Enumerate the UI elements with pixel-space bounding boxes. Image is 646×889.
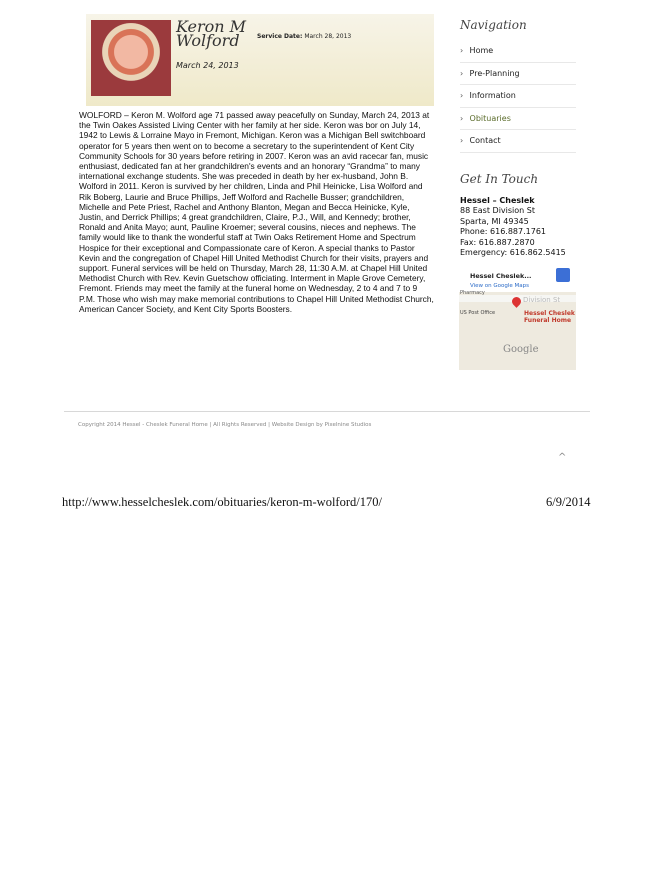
obituary-date: March 24, 2013 [176,61,239,70]
print-url: http://www.hesselcheslek.com/obituaries/keron-m-wolford/170/ [62,495,382,509]
portrait-photo [91,20,171,96]
google-map[interactable] [459,264,576,370]
footer-copyright: Copyright 2014 Hessel - Cheslek Funeral Home | All Rights Reserved | Website Design by Pixelnine Studios [78,422,372,428]
google-logo: Google [503,344,539,355]
map-title: Hessel Cheslek... [470,272,532,280]
service-date-label: Service Date: [257,33,303,40]
print-date: 6/9/2014 [546,495,591,509]
contact-block [460,196,566,258]
nav-item-obituaries[interactable] [460,108,576,131]
chevron-right-icon: › [460,136,464,145]
business-name: Hessel – Cheslek [460,196,535,205]
service-date-value: March 28, 2013 [304,33,352,40]
chevron-right-icon: › [460,46,464,55]
footer-divider [64,411,590,412]
nav-item-label: Information [469,91,516,100]
view-on-google-maps-link[interactable]: View on Google Maps [470,283,530,289]
scroll-up-icon[interactable]: ^ [558,452,567,463]
chevron-right-icon: › [460,91,464,100]
nav-item-contact[interactable] [460,130,576,153]
navigation-menu [460,40,576,153]
nav-item-label: Obituaries [469,113,511,123]
map-label-post-office: US Post Office [460,310,496,316]
map-label-street: Division St [523,296,561,304]
fax: Fax: 616.887.2870 [460,237,535,247]
service-date [257,33,351,40]
nav-item-information[interactable] [460,85,576,108]
phone: Phone: 616.887.1761 [460,227,547,237]
map-pin-icon [556,268,570,282]
nav-item-label: Pre-Planning [469,68,520,78]
address-line-1: 88 East Division St [460,206,535,216]
map-label-place: Hessel Cheslek Funeral Home [524,310,575,324]
nav-item-home[interactable] [460,40,576,63]
nav-item-label: Contact [469,136,501,145]
chevron-right-icon: › [460,68,464,78]
deceased-name: Keron M Wolford [176,17,247,50]
navigation-title: Navigation [460,18,527,32]
nav-item-label: Home [469,46,494,55]
map-label-pharmacy: Pharmacy [460,290,485,296]
emergency-phone: Emergency: 616.862.5415 [460,248,566,258]
chevron-right-icon: › [460,113,464,123]
contact-title: Get In Touch [460,172,539,186]
address-line-2: Sparta, MI 49345 [460,216,529,226]
obituary-text: WOLFORD – Keron M. Wolford age 71 passed away peacefully on Sunday, March 24, 2013 at the Twin Oakes Assisted Living Center with her family at her side. Keron was bor on July 14, 1942 to Lewis & Lorraine Mayo in Fremont, Michigan. Keron was a Michigan Bell switchboard operator for 5 years then went on to become a secretary to the superintendent of Kent City Community Schools for 30 years before retiring in 2007. Keron was an avid racecar fan, music enthusiast, dedicated fan at her grandchildren's events and an honorary “Grandma” to many international exchange students. She was preceded in death by her ex-husband, John B. Wolford in 2011. Keron is survived by her children, Linda and Phil Heinicke, Lisa Wolford and Rik Boberg, Laurie and Bruce Phillips, Jeff Wolford and Rachelle Busser; grandchildren, Michelle and Pete Priest, Rachel and Anthony Blanton, Megan and Becca Heinicke, Kyle, Justin, and Derrick Phillips; 4 great grandchildren, Claire, P.J., Will, and Kennedy; brother, Ronald and Anita Mayo; aunt, Pauline Kroemer; several cousins, nieces and nephews. The family would like to thank the wonderful staff at Twin Oaks Retirement Home and Spectrum Hospice for their exceptional and Compassionate care of Keron. A special thanks to Pastor Kevin and the congregation of Chapel Hill United Methodist Church for their visits, prayers and support. Funeral services will be held on Thursday, March 28, 11:30 A.M. at Chapel Hill United Methodist Church with Rev. Kevin Guetschow officiating. Interment in Maple Grove Cemetery, Fremont. Friends may meet the family at the funeral home on Wednesday, 2 to 4 and 7 to 9 P.M. Those who wish may make memorial contributions to Chapel Hill United Methodist Church, American Cancer Society, and Kent City Sports Boosters. [79,110,434,314]
nav-item-pre-planning[interactable] [460,63,576,86]
